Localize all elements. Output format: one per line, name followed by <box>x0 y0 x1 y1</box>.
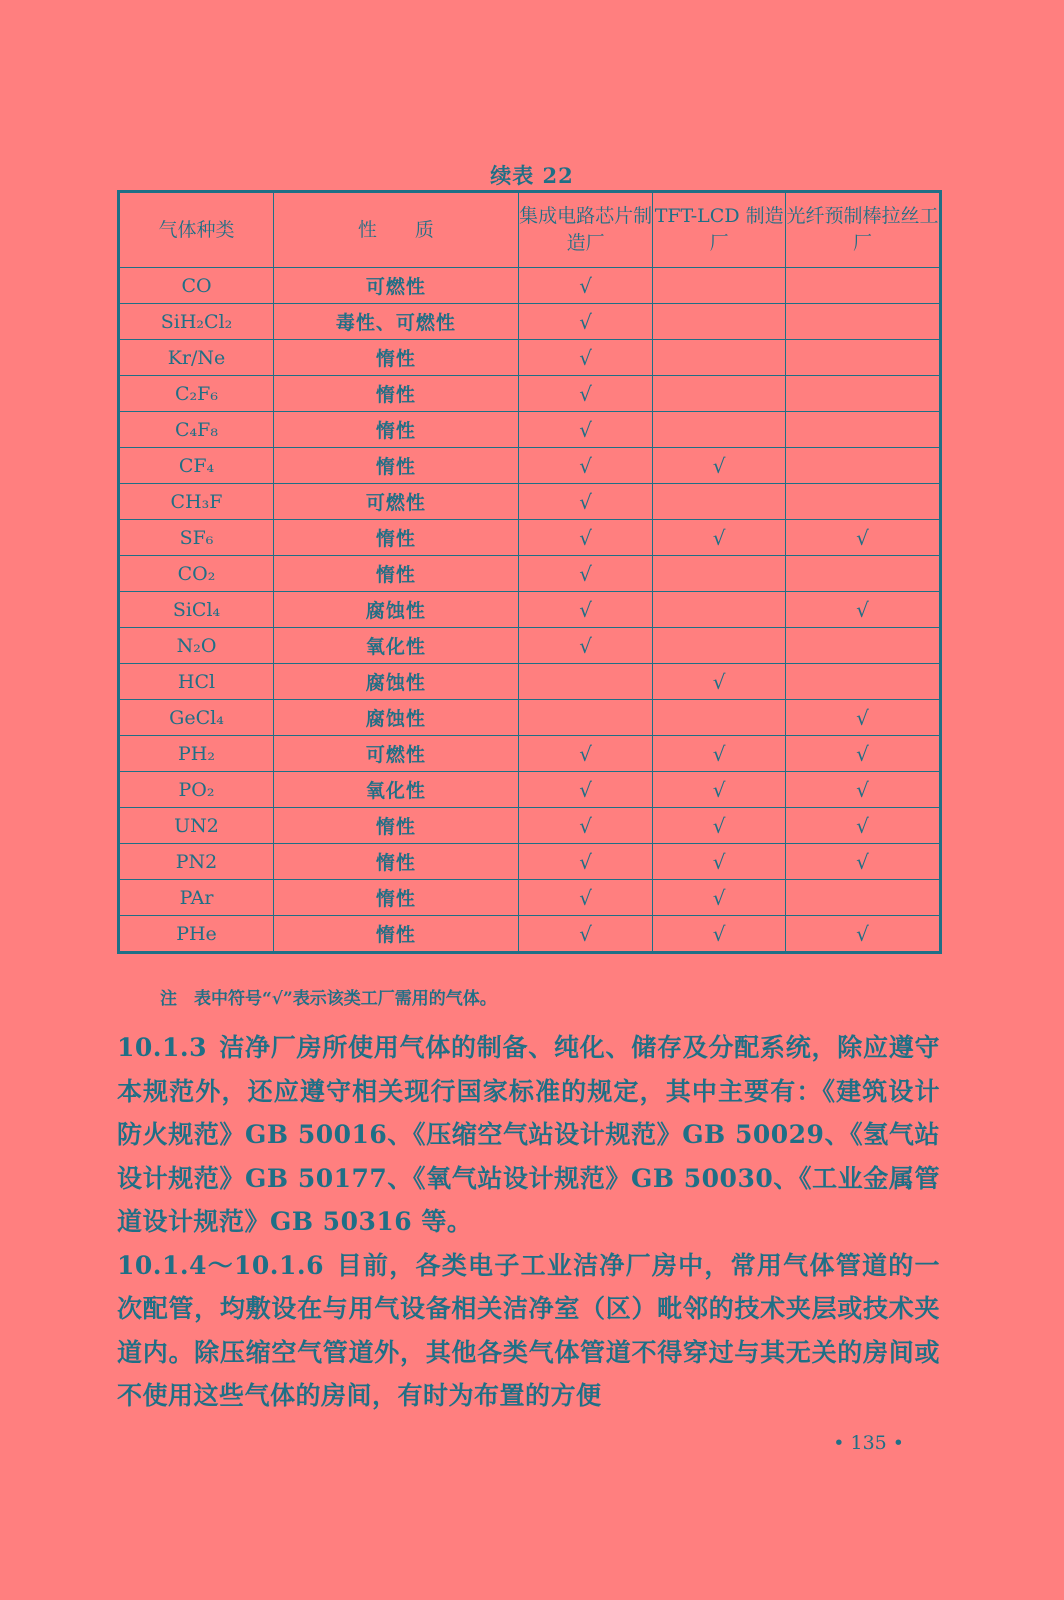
property-cell: 惰性 <box>274 340 519 376</box>
gas-name-cell: SiCl₄ <box>119 592 274 628</box>
tft-cell <box>653 592 786 628</box>
table-row <box>119 304 941 340</box>
gas-name-cell: GeCl₄ <box>119 700 274 736</box>
fiber-cell <box>785 844 940 880</box>
check-mark: √ <box>856 525 869 550</box>
fiber-cell <box>785 556 940 592</box>
check-mark: √ <box>856 597 869 622</box>
table-row <box>119 700 941 736</box>
check-mark: √ <box>856 777 869 802</box>
check-mark: √ <box>856 849 869 874</box>
check-mark: √ <box>712 849 726 874</box>
gas-name-cell: CH₃F <box>119 484 274 520</box>
tft-cell <box>653 556 786 592</box>
ic-cell <box>518 700 653 736</box>
check-mark: √ <box>712 453 726 478</box>
property-cell: 腐蚀性 <box>274 664 519 700</box>
table-caption: 续表 22 <box>490 163 574 188</box>
paragraph-10-1-3 <box>117 1026 940 1244</box>
check-mark: √ <box>579 777 592 802</box>
ic-cell <box>518 808 653 844</box>
table-row <box>119 808 941 844</box>
check-mark: √ <box>712 741 726 766</box>
ic-cell <box>518 268 653 304</box>
property-cell: 惰性 <box>274 556 519 592</box>
tft-cell <box>653 520 786 556</box>
fiber-cell <box>785 340 940 376</box>
ic-cell <box>518 880 653 916</box>
fiber-cell <box>785 736 940 772</box>
tft-cell <box>653 844 786 880</box>
fiber-cell <box>785 520 940 556</box>
tft-cell <box>653 736 786 772</box>
fiber-cell <box>785 304 940 340</box>
property-cell: 惰性 <box>274 844 519 880</box>
gas-name-cell: SF₆ <box>119 520 274 556</box>
ic-cell <box>518 844 653 880</box>
check-mark: √ <box>579 849 592 874</box>
property-cell: 惰性 <box>274 448 519 484</box>
gas-name-cell: HCl <box>119 664 274 700</box>
ic-cell <box>518 484 653 520</box>
tft-cell <box>653 304 786 340</box>
check-mark: √ <box>579 561 592 586</box>
paragraph-10-1-4 <box>117 1244 940 1418</box>
check-mark: √ <box>856 921 869 946</box>
check-mark: √ <box>856 813 869 838</box>
fiber-cell <box>785 268 940 304</box>
section-number: 10.1.4～10.1.6 <box>117 1250 324 1280</box>
tft-cell <box>653 376 786 412</box>
gas-name-cell: SiH₂Cl₂ <box>119 304 274 340</box>
property-cell: 可燃性 <box>274 268 519 304</box>
property-cell: 惰性 <box>274 880 519 916</box>
table-row <box>119 736 941 772</box>
check-mark: √ <box>712 885 726 910</box>
check-mark: √ <box>856 741 869 766</box>
check-mark: √ <box>579 813 592 838</box>
gas-table <box>117 190 942 954</box>
ic-cell <box>518 628 653 664</box>
tft-cell <box>653 664 786 700</box>
ic-cell <box>518 736 653 772</box>
gas-name-cell: CO₂ <box>119 556 274 592</box>
tft-cell <box>653 916 786 953</box>
header-ic-fab: 集成电路芯片制造厂 <box>518 192 653 268</box>
gas-name-cell: PO₂ <box>119 772 274 808</box>
fiber-cell <box>785 448 940 484</box>
property-cell: 惰性 <box>274 376 519 412</box>
check-mark: √ <box>579 921 592 946</box>
tft-cell <box>653 340 786 376</box>
check-mark: √ <box>856 705 869 730</box>
tft-cell <box>653 448 786 484</box>
fiber-cell <box>785 700 940 736</box>
ic-cell <box>518 592 653 628</box>
section-number: 10.1.3 <box>117 1033 207 1062</box>
tft-cell <box>653 880 786 916</box>
ic-cell <box>518 448 653 484</box>
check-mark: √ <box>579 381 592 406</box>
gas-name-cell: PH₂ <box>119 736 274 772</box>
gas-name-cell: C₂F₆ <box>119 376 274 412</box>
check-mark: √ <box>712 813 726 838</box>
ic-cell <box>518 664 653 700</box>
gas-name-cell: PN2 <box>119 844 274 880</box>
check-mark: √ <box>579 885 592 910</box>
tft-cell <box>653 412 786 448</box>
fiber-cell <box>785 628 940 664</box>
gas-name-cell: N₂O <box>119 628 274 664</box>
tft-cell <box>653 808 786 844</box>
header-property: 性 质 <box>274 192 519 268</box>
table-row <box>119 484 941 520</box>
fiber-cell <box>785 412 940 448</box>
fiber-cell <box>785 376 940 412</box>
fiber-cell <box>785 916 940 953</box>
check-mark: √ <box>579 525 592 550</box>
tft-cell <box>653 484 786 520</box>
table-row <box>119 556 941 592</box>
paragraph-text: 洁净厂房所使用气体的制备、纯化、储存及分配系统，除应遵守本规范外，还应遵守相关现行国家标准的规定，其中主要有：《建筑设计防火规范》GB 50016、《压缩空气站设计规范》GB 50029、《氢气站设计规范》GB 50177、《氧气站设计规范》GB 50030、《工业金属管道设计规范》GB 50316 等。 <box>117 1033 940 1236</box>
check-mark: √ <box>712 921 726 946</box>
body-text <box>117 1026 940 1418</box>
property-cell: 腐蚀性 <box>274 592 519 628</box>
gas-name-cell: C₄F₈ <box>119 412 274 448</box>
gas-name-cell: PAr <box>119 880 274 916</box>
fiber-cell <box>785 808 940 844</box>
table-row <box>119 376 941 412</box>
check-mark: √ <box>579 453 592 478</box>
check-mark: √ <box>579 345 592 370</box>
fiber-cell <box>785 592 940 628</box>
table-row <box>119 844 941 880</box>
ic-cell <box>518 340 653 376</box>
check-mark: √ <box>712 669 726 694</box>
property-cell: 氧化性 <box>274 772 519 808</box>
check-mark: √ <box>579 597 592 622</box>
check-mark: √ <box>712 777 726 802</box>
gas-name-cell: UN2 <box>119 808 274 844</box>
gas-name-cell: CO <box>119 268 274 304</box>
check-mark: √ <box>579 633 592 658</box>
ic-cell <box>518 304 653 340</box>
property-cell: 可燃性 <box>274 736 519 772</box>
check-mark: √ <box>579 417 592 442</box>
table-note: 注 表中符号“√”表示该类工厂需用的气体。 <box>160 989 497 1009</box>
table-row <box>119 880 941 916</box>
ic-cell <box>518 520 653 556</box>
ic-cell <box>518 916 653 953</box>
ic-cell <box>518 556 653 592</box>
property-cell: 毒性、可燃性 <box>274 304 519 340</box>
fiber-cell <box>785 664 940 700</box>
table-row <box>119 772 941 808</box>
header-tft-lcd: TFT-LCD 制造厂 <box>653 192 786 268</box>
header-gas-type: 气体种类 <box>119 192 274 268</box>
property-cell: 可燃性 <box>274 484 519 520</box>
table-row <box>119 448 941 484</box>
check-mark: √ <box>712 525 726 550</box>
property-cell: 惰性 <box>274 520 519 556</box>
gas-name-cell: Kr/Ne <box>119 340 274 376</box>
property-cell: 氧化性 <box>274 628 519 664</box>
tft-cell <box>653 268 786 304</box>
check-mark: √ <box>579 741 592 766</box>
property-cell: 腐蚀性 <box>274 700 519 736</box>
property-cell: 惰性 <box>274 916 519 953</box>
table-row <box>119 340 941 376</box>
gas-name-cell: PHe <box>119 916 274 953</box>
table-row <box>119 592 941 628</box>
property-cell: 惰性 <box>274 808 519 844</box>
ic-cell <box>518 772 653 808</box>
paragraph-text: 目前，各类电子工业洁净厂房中，常用气体管道的一次配管，均敷设在与用气设备相关洁净室（区）毗邻的技术夹层或技术夹道内。除压缩空气管道外，其他各类气体管道不得穿过与其无关的房间或不使用这些气体的房间，有时为布置的方便 <box>117 1250 940 1410</box>
tft-cell <box>653 772 786 808</box>
table-row <box>119 412 941 448</box>
table-row <box>119 520 941 556</box>
check-mark: √ <box>579 309 592 334</box>
table-header-row <box>119 192 941 268</box>
tft-cell <box>653 628 786 664</box>
property-cell: 惰性 <box>274 412 519 448</box>
fiber-cell <box>785 880 940 916</box>
page-number: • 135 • <box>833 1432 904 1454</box>
table-row <box>119 628 941 664</box>
table-row <box>119 664 941 700</box>
fiber-cell <box>785 484 940 520</box>
ic-cell <box>518 412 653 448</box>
ic-cell <box>518 376 653 412</box>
header-fiber-preform: 光纤预制棒拉丝工厂 <box>785 192 940 268</box>
table-row <box>119 916 941 953</box>
table-row <box>119 268 941 304</box>
check-mark: √ <box>579 273 592 298</box>
check-mark: √ <box>579 489 592 514</box>
table-body <box>119 268 941 953</box>
gas-name-cell: CF₄ <box>119 448 274 484</box>
fiber-cell <box>785 772 940 808</box>
tft-cell <box>653 700 786 736</box>
